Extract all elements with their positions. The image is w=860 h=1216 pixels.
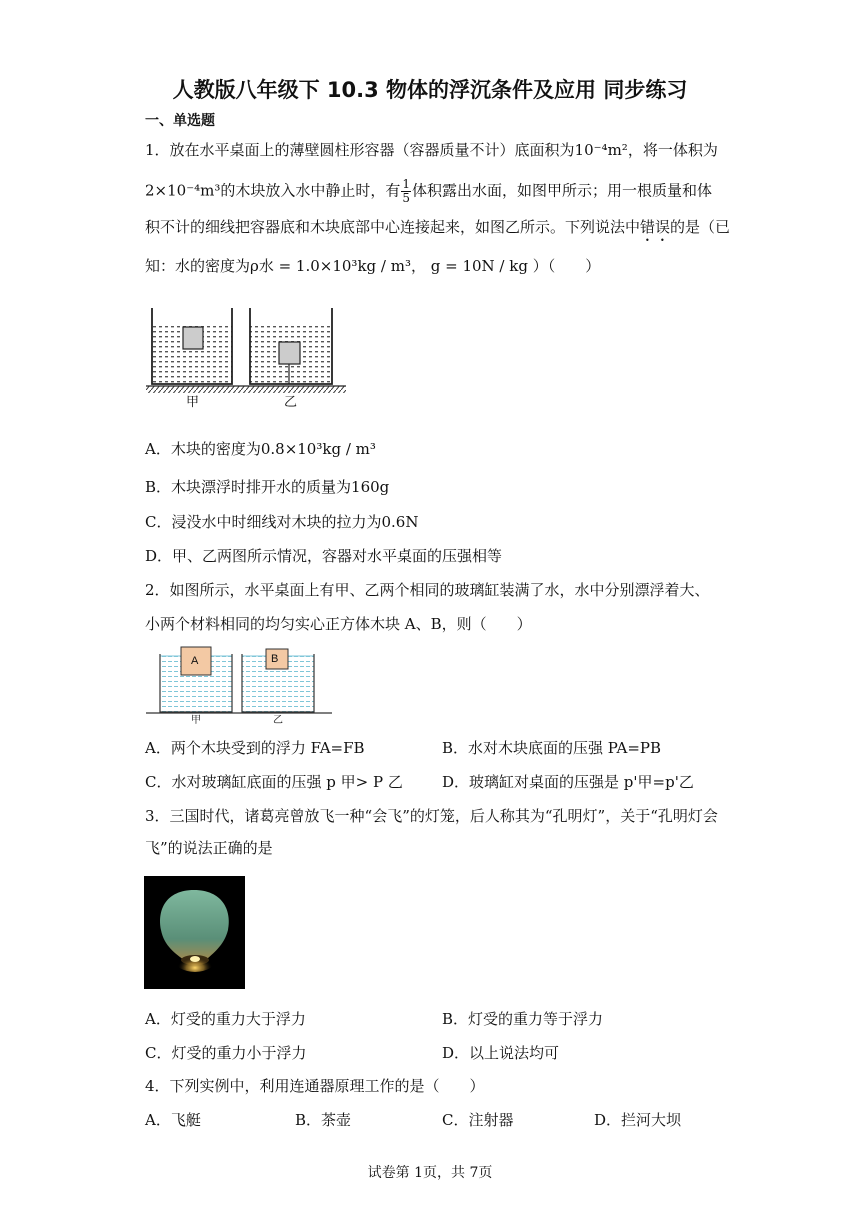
wood-block [183,327,203,349]
figure-containers [146,300,346,410]
q1-text: 积不计的细线把容器底和木块底部中心连接起来，如图乙所示。下列说法中 [145,218,641,236]
q3-line-1: 3．三国时代，诸葛亮曾放飞一种“会飞”的灯笼，后人称其为“孔明灯”，关于“孔明灯会 [145,807,718,825]
figure-label: 甲 [186,395,200,410]
figure-label: 乙 [273,715,283,726]
option-a: A．两个木块受到的浮力 FA=FB [145,739,365,757]
q3-line-2: 飞”的说法正确的是 [145,839,273,857]
fraction-numerator: 1 [402,177,411,191]
wood-block [279,342,300,364]
option-d: D．拦河大坝 [594,1111,682,1129]
q1-text: 体积露出水面，如图甲所示；用一根质量和体 [412,181,713,200]
table-surface [146,386,346,393]
option-b: B．水对木块底面的压强 PA=PB [442,739,662,757]
q1-area: 10⁻⁴m² [574,141,628,159]
option-d: D．玻璃缸对桌面的压强是 p'甲=p'乙 [442,773,694,791]
figure-tanks [144,644,344,726]
option-a: A．飞艇 [145,1111,201,1129]
q4-line-1: 4．下列实例中，利用连通器原理工作的是（ ） [145,1077,485,1095]
q1-text: 的木块放入水中静止时，有 [220,181,401,200]
fraction [401,178,411,205]
q1-line-1 [145,140,718,160]
option-c: C．水对玻璃缸底面的压强 p 甲> P 乙 [145,773,403,791]
fraction-denominator: 5 [402,191,411,205]
block-label: B [271,653,279,665]
option-d: D．甲、乙两图所示情况，容器对水平桌面的压强相等 [145,547,503,565]
option-b: B．木块漂浮时排开水的质量为160g [145,478,390,496]
option-c: C．浸没水中时细线对木块的拉力为0.6N [145,513,419,531]
q1-line-4: 知：水的密度为ρ水 = 1.0×10³kg / m³， g = 10N / kg ）（ ） [145,257,601,275]
q2-line-1: 2．如图所示，水平桌面上有甲、乙两个相同的玻璃缸装满了水，水中分别漂浮着大、 [145,581,710,599]
q1-text: ，将一体积为 [627,141,718,159]
figure-label: 乙 [284,395,298,410]
block-label: A [191,655,199,667]
option-d: D．以上说法均可 [442,1044,560,1062]
q1-text: 1．放在水平桌面上的薄壁圆柱形容器（容器质量不计）底面积为 [145,141,575,159]
section-heading: 一、单选题 [145,113,215,129]
lantern-icon [144,876,245,989]
option-c: C．灯受的重力小于浮力 [145,1044,307,1062]
emphasis-word: 错误 [640,218,671,236]
figure-label: 甲 [191,715,201,726]
option-b: B．茶壶 [295,1111,352,1129]
option-b: B．灯受的重力等于浮力 [442,1010,604,1028]
option-a: A．灯受的重力大于浮力 [145,1010,306,1028]
q2-line-2: 小两个材料相同的均匀实心正方体木块 A、B，则（ ） [145,615,532,633]
option-a: A．木块的密度为0.8×10³kg / m³ [145,440,376,458]
page-title: 人教版八年级下 10.3 物体的浮沉条件及应用 同步练习 [172,78,688,102]
sky-lantern-photo [144,876,245,989]
q1-volume: 2×10⁻⁴m³ [145,181,221,200]
q1-line-2 [145,178,712,205]
page-footer: 试卷第 1页，共 7页 [367,1165,493,1181]
option-c: C．注射器 [442,1111,514,1129]
q1-line-3 [145,217,730,245]
q1-text: 的是（已 [670,218,731,236]
